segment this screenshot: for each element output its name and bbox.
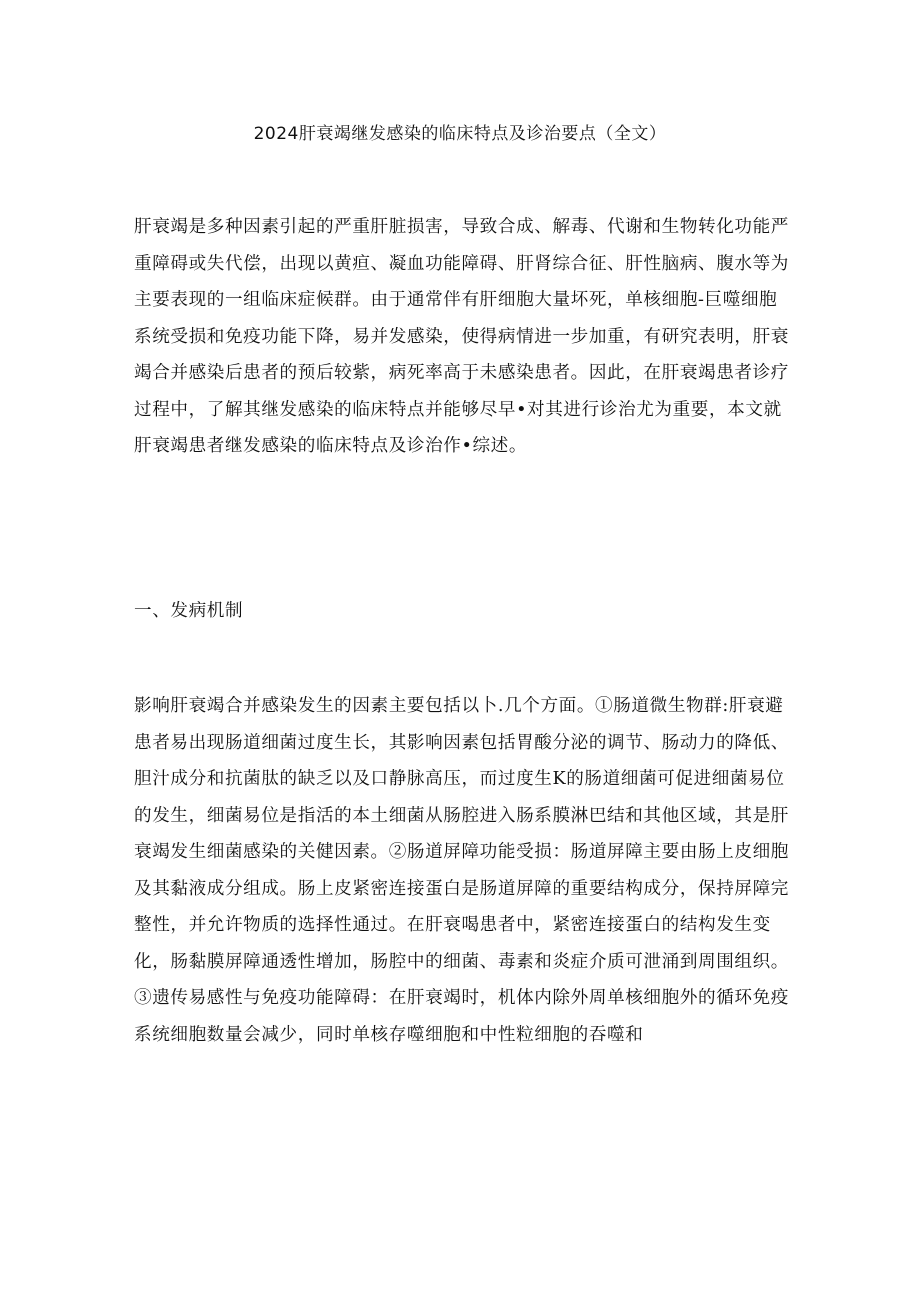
section-heading: 一、发病机制 bbox=[134, 601, 244, 621]
section-paragraph: 影响肝衰竭合并感染发生的因素主要包括以卜.几个方面。①肠道微生物群:肝衰避患者易出现肠道细菌过度生长，其影响因素包括胃酸分泌的调节、肠动力的降低、胆汁成分和抗菌肽的缺乏以及口静脉高压，而过度生K的肠道细菌可促进细菌易位的发生，细菌易位是指活的本土细菌从肠腔进入肠系膜淋巴结和其他区域，其是肝衰竭发生细菌感染的关健因素。②肠道屏障功能受损：肠道屏障主要由肠上皮细胞及其黏液成分组成。肠上皮紧密连接蛋白是肠道屏障的重要结构成分，保持屏障完整性，并允许物质的选择性通过。在肝衰喝患者中，紧密连接蛋白的结构发生变化，肠黏膜屏障通透性增加，肠腔中的细菌、毒素和炎症介质可泄涌到周围组织。③遗传易感性与免疫功能障碍：在肝衰竭时，机体内除外周单核细胞外的循环免疫系统细胞数量会减少，同时单核存噬细胞和中性粒细胞的吞噬和 bbox=[134, 696, 789, 1045]
document-title: 2024肝衰竭继发感染的临床特点及诊治要点（全文） bbox=[253, 124, 667, 144]
intro-paragraph: 肝衰竭是多种因素引起的严重肝脏损害，导致合成、解毒、代谢和生物转化功能严重障碍或失代偿，出现以黄疸、凝血功能障碍、肝肾综合征、肝性脑病、腹水等为主要表现的一组临床症候群。由于通常伴有肝细胞大量坏死，单核细胞-巨噬细胞系统受损和免疫功能下降，易并发感染，使得病情进一步加重，有研究表明，肝衰竭合并感染后患者的预后较紫，病死率高于未感染患者。因此，在肝衰竭患者诊疗过程中，了解其继发感染的临床特点并能够尽早•对其进行诊治尤为重要，本文就肝衰竭患者继发感染的临床特点及诊治作•综述。 bbox=[134, 217, 789, 456]
